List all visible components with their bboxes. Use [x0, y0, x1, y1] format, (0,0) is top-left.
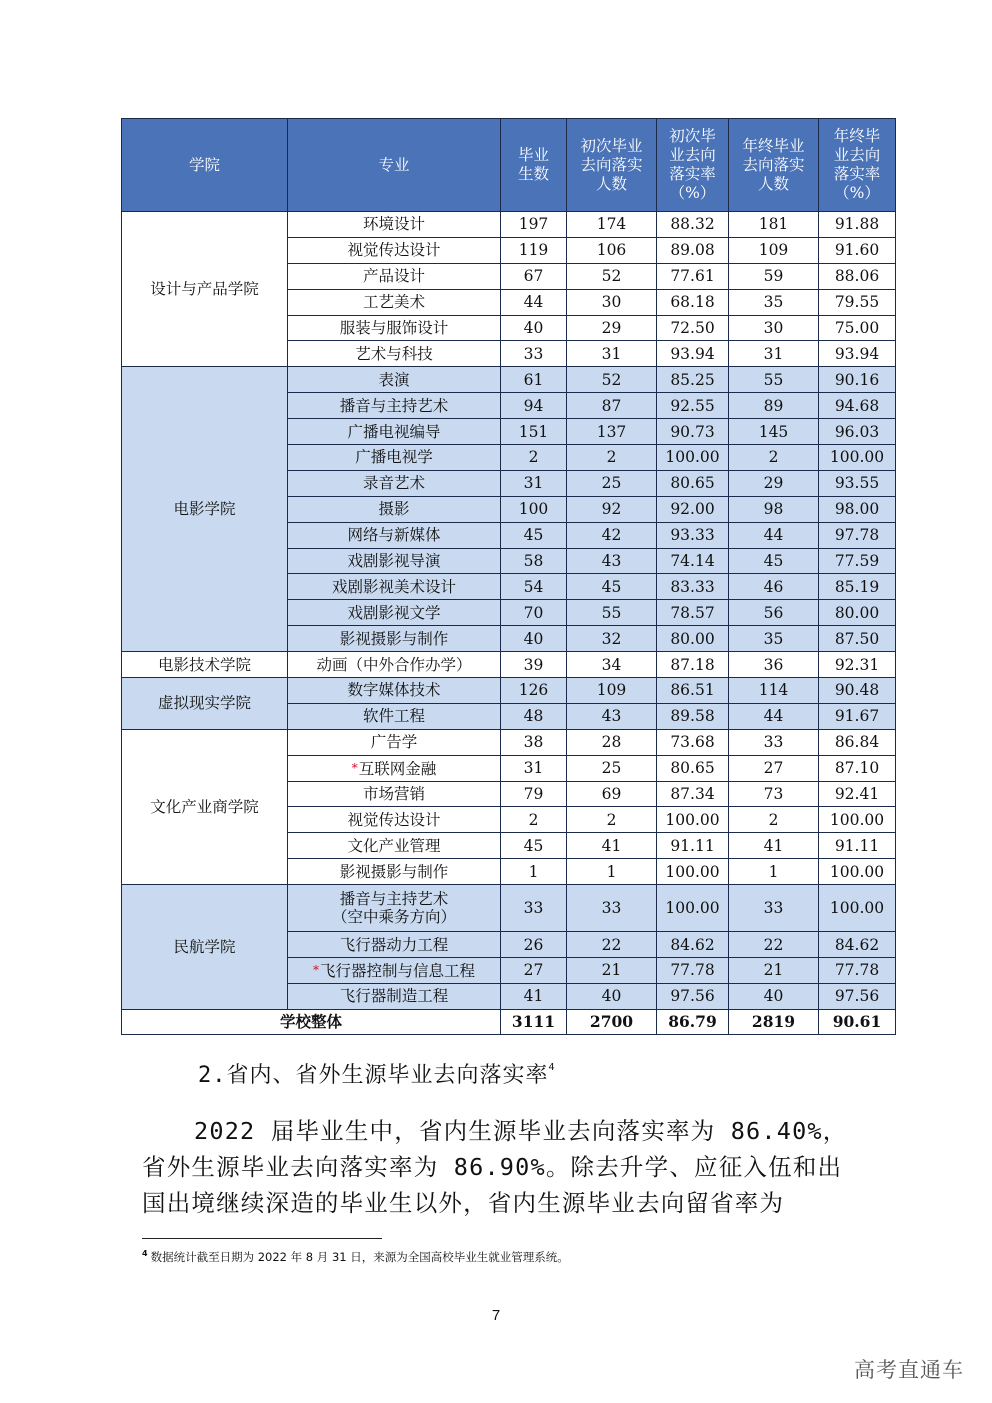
final-rate-cell: 75.00	[819, 315, 896, 341]
major-text: 网络与新媒体	[347, 526, 441, 545]
watermark: 高考直通车	[854, 1358, 964, 1382]
major-cell	[288, 932, 501, 958]
major-cell	[288, 548, 501, 574]
table-row	[122, 212, 896, 238]
final-count-cell: 21	[729, 958, 819, 984]
initial-rate-cell: 78.57	[657, 600, 729, 626]
table-body	[122, 212, 896, 1035]
major-cell	[288, 367, 501, 393]
final-rate-cell: 100.00	[819, 859, 896, 885]
major-text: 播音与主持艺术	[339, 396, 449, 415]
initial-rate-cell: 100.00	[657, 807, 729, 833]
final-count-cell: 45	[729, 548, 819, 574]
final-rate-cell: 87.10	[819, 755, 896, 781]
college-cell: 民航学院	[122, 885, 288, 1010]
graduates-cell: 100	[501, 496, 567, 522]
initial-count-cell: 2	[567, 445, 657, 471]
graduates-cell: 2	[501, 807, 567, 833]
graduates-cell: 44	[501, 289, 567, 315]
major-cell	[288, 958, 501, 984]
college-cell: 设计与产品学院	[122, 212, 288, 367]
final-count-cell: 89	[729, 393, 819, 419]
final-rate-cell: 79.55	[819, 289, 896, 315]
initial-count-cell: 69	[567, 781, 657, 807]
section-heading-text: 2.省内、省外生源毕业去向落实率	[198, 1063, 549, 1088]
major-cell	[288, 445, 501, 471]
final-rate-cell: 97.78	[819, 522, 896, 548]
initial-count-cell: 25	[567, 755, 657, 781]
initial-count-cell: 52	[567, 367, 657, 393]
header-graduates: 毕业 生数	[501, 119, 567, 212]
final-rate-cell: 90.48	[819, 678, 896, 704]
graduates-cell: 45	[501, 522, 567, 548]
total-final-rate-cell: 90.61	[819, 1009, 896, 1034]
initial-count-cell: 43	[567, 703, 657, 729]
initial-count-cell: 55	[567, 600, 657, 626]
final-count-cell: 114	[729, 678, 819, 704]
table-row	[122, 885, 896, 932]
final-rate-cell: 85.19	[819, 574, 896, 600]
final-count-cell: 46	[729, 574, 819, 600]
final-count-cell: 27	[729, 755, 819, 781]
major-cell	[288, 522, 501, 548]
total-initial-count-cell: 2700	[567, 1009, 657, 1034]
final-count-cell: 33	[729, 885, 819, 932]
final-rate-cell: 77.59	[819, 548, 896, 574]
major-cell	[288, 212, 501, 238]
major-cell	[288, 393, 501, 419]
college-cell: 虚拟现实学院	[122, 678, 288, 730]
final-rate-cell: 92.41	[819, 781, 896, 807]
initial-count-cell: 43	[567, 548, 657, 574]
initial-count-cell: 30	[567, 289, 657, 315]
graduates-cell: 31	[501, 470, 567, 496]
total-label: 学校整体	[122, 1009, 501, 1034]
initial-count-cell: 29	[567, 315, 657, 341]
final-rate-cell: 97.56	[819, 983, 896, 1009]
final-count-cell: 109	[729, 237, 819, 263]
major-text: 飞行器动力工程	[339, 935, 449, 954]
major-cell	[288, 626, 501, 652]
initial-count-cell: 25	[567, 470, 657, 496]
initial-rate-cell: 77.78	[657, 958, 729, 984]
initial-rate-cell: 100.00	[657, 445, 729, 471]
initial-rate-cell: 91.11	[657, 833, 729, 859]
graduates-cell: 79	[501, 781, 567, 807]
college-cell: 电影技术学院	[122, 652, 288, 678]
header-initial-rate: 初次毕 业去向 落实率 （%）	[657, 119, 729, 212]
initial-count-cell: 109	[567, 678, 657, 704]
graduates-cell: 40	[501, 315, 567, 341]
paragraph-line: 国出境继续深造的毕业生以外，省内生源毕业去向留省率为	[142, 1189, 785, 1217]
graduates-cell: 54	[501, 574, 567, 600]
final-rate-cell: 92.31	[819, 652, 896, 678]
initial-count-cell: 40	[567, 983, 657, 1009]
major-cell	[288, 703, 501, 729]
final-count-cell: 35	[729, 289, 819, 315]
final-count-cell: 40	[729, 983, 819, 1009]
major-cell	[288, 289, 501, 315]
major-text: 视觉传达设计	[347, 241, 441, 260]
final-count-cell: 30	[729, 315, 819, 341]
major-text: 影视摄影与制作	[339, 629, 449, 648]
final-count-cell: 29	[729, 470, 819, 496]
final-count-cell: 56	[729, 600, 819, 626]
college-cell: 文化产业商学院	[122, 729, 288, 884]
final-count-cell: 2	[729, 807, 819, 833]
body-paragraph	[142, 1113, 882, 1221]
major-text: 动画（中外合作办学）	[316, 655, 472, 674]
final-rate-cell: 80.00	[819, 600, 896, 626]
table-header-row	[122, 119, 896, 212]
major-cell	[288, 983, 501, 1009]
graduates-cell: 151	[501, 419, 567, 445]
footnote-number: 4	[142, 1249, 148, 1258]
initial-count-cell: 34	[567, 652, 657, 678]
graduates-cell: 31	[501, 755, 567, 781]
paragraph-line: 2022 届毕业生中，省内生源毕业去向落实率为 86.40%，	[194, 1117, 848, 1145]
final-count-cell: 31	[729, 341, 819, 367]
final-rate-cell: 91.60	[819, 237, 896, 263]
major-text: 市场营销	[362, 785, 425, 804]
section-heading-footnote-ref: 4	[548, 1062, 556, 1073]
final-rate-cell: 100.00	[819, 445, 896, 471]
initial-rate-cell: 83.33	[657, 574, 729, 600]
final-rate-cell: 84.62	[819, 932, 896, 958]
initial-rate-cell: 93.94	[657, 341, 729, 367]
final-rate-cell: 87.50	[819, 626, 896, 652]
table-row	[122, 729, 896, 755]
major-cell	[288, 859, 501, 885]
major-text: 录音艺术	[362, 474, 425, 493]
initial-rate-cell: 87.34	[657, 781, 729, 807]
graduates-cell: 40	[501, 626, 567, 652]
initial-count-cell: 92	[567, 496, 657, 522]
header-initial-count: 初次毕业 去向落实 人数	[567, 119, 657, 212]
initial-count-cell: 41	[567, 833, 657, 859]
table-row	[122, 678, 896, 704]
final-count-cell: 2	[729, 445, 819, 471]
major-text: 数字媒体技术	[347, 681, 441, 700]
final-count-cell: 98	[729, 496, 819, 522]
initial-rate-cell: 80.00	[657, 626, 729, 652]
initial-rate-cell: 100.00	[657, 885, 729, 932]
graduates-cell: 38	[501, 729, 567, 755]
initial-rate-cell: 97.56	[657, 983, 729, 1009]
footnote	[142, 1249, 569, 1265]
major-text: 文化产业管理	[347, 836, 441, 855]
major-cell	[288, 678, 501, 704]
final-count-cell: 36	[729, 652, 819, 678]
graduates-cell: 70	[501, 600, 567, 626]
graduates-cell: 48	[501, 703, 567, 729]
major-cell	[288, 652, 501, 678]
initial-rate-cell: 100.00	[657, 859, 729, 885]
final-rate-cell: 96.03	[819, 419, 896, 445]
major-text: 飞行器控制与信息工程	[319, 961, 475, 980]
final-count-cell: 41	[729, 833, 819, 859]
major-text: 服装与服饰设计	[339, 319, 449, 337]
major-text: 工艺美术	[362, 293, 425, 312]
final-count-cell: 181	[729, 212, 819, 238]
major-text: 表演	[378, 370, 410, 389]
major-text: 摄影	[378, 500, 410, 519]
footnote-text: 数据统计截至日期为 2022 年 8 月 31 日，来源为全国高校毕业生就业管理系统。	[150, 1250, 569, 1264]
section-heading	[198, 1058, 556, 1089]
major-cell	[288, 315, 501, 341]
major-cell	[288, 807, 501, 833]
major-cell	[288, 781, 501, 807]
table-row	[122, 367, 896, 393]
initial-rate-cell: 68.18	[657, 289, 729, 315]
final-count-cell: 33	[729, 729, 819, 755]
initial-rate-cell: 85.25	[657, 367, 729, 393]
final-count-cell: 22	[729, 932, 819, 958]
major-text: 视觉传达设计	[347, 810, 441, 829]
major-cell	[288, 755, 501, 781]
final-count-cell: 35	[729, 626, 819, 652]
graduates-cell: 33	[501, 885, 567, 932]
major-text: 艺术与科技	[355, 344, 433, 363]
graduates-cell: 67	[501, 263, 567, 289]
employment-rate-table	[121, 118, 896, 1035]
final-rate-cell: 100.00	[819, 885, 896, 932]
major-text: 戏剧影视文学	[347, 603, 441, 622]
final-rate-cell: 91.67	[819, 703, 896, 729]
initial-rate-cell: 89.08	[657, 237, 729, 263]
initial-count-cell: 106	[567, 237, 657, 263]
initial-rate-cell: 88.32	[657, 212, 729, 238]
major-text: 互联网金融	[358, 759, 437, 778]
final-rate-cell: 91.88	[819, 212, 896, 238]
total-initial-rate-cell: 86.79	[657, 1009, 729, 1034]
graduates-cell: 2	[501, 445, 567, 471]
graduates-cell: 197	[501, 212, 567, 238]
graduates-cell: 41	[501, 983, 567, 1009]
major-text: 环境设计	[362, 215, 425, 234]
total-row	[122, 1009, 896, 1034]
employment-table	[121, 118, 895, 1035]
major-cell	[288, 470, 501, 496]
graduates-cell: 94	[501, 393, 567, 419]
initial-count-cell: 42	[567, 522, 657, 548]
initial-rate-cell: 92.55	[657, 393, 729, 419]
major-cell	[288, 237, 501, 263]
major-text: 影视摄影与制作	[339, 862, 449, 881]
header-final-count: 年终毕业 去向落实 人数	[729, 119, 819, 212]
final-rate-cell: 94.68	[819, 393, 896, 419]
major-text: 软件工程	[362, 707, 425, 726]
major-text: 广播电视学	[355, 448, 433, 467]
header-major: 专业	[288, 119, 501, 212]
initial-rate-cell: 89.58	[657, 703, 729, 729]
initial-count-cell: 31	[567, 341, 657, 367]
major-cell	[288, 729, 501, 755]
graduates-cell: 1	[501, 859, 567, 885]
initial-count-cell: 87	[567, 393, 657, 419]
page-number: 7	[491, 1307, 501, 1324]
initial-count-cell: 1	[567, 859, 657, 885]
major-text: 广播电视编导	[347, 422, 441, 441]
final-rate-cell: 100.00	[819, 807, 896, 833]
final-count-cell: 59	[729, 263, 819, 289]
graduates-cell: 33	[501, 341, 567, 367]
final-rate-cell: 98.00	[819, 496, 896, 522]
college-cell: 电影学院	[122, 367, 288, 652]
major-cell	[288, 263, 501, 289]
table-row	[122, 652, 896, 678]
final-rate-cell: 77.78	[819, 958, 896, 984]
initial-count-cell: 45	[567, 574, 657, 600]
initial-count-cell: 174	[567, 212, 657, 238]
final-rate-cell: 88.06	[819, 263, 896, 289]
initial-rate-cell: 92.00	[657, 496, 729, 522]
final-rate-cell: 93.94	[819, 341, 896, 367]
final-rate-cell: 91.11	[819, 833, 896, 859]
star-marker: *	[351, 760, 358, 775]
graduates-cell: 126	[501, 678, 567, 704]
final-count-cell: 44	[729, 703, 819, 729]
initial-count-cell: 52	[567, 263, 657, 289]
final-rate-cell: 90.16	[819, 367, 896, 393]
initial-count-cell: 22	[567, 932, 657, 958]
initial-count-cell: 32	[567, 626, 657, 652]
initial-count-cell: 2	[567, 807, 657, 833]
initial-rate-cell: 74.14	[657, 548, 729, 574]
initial-rate-cell: 72.50	[657, 315, 729, 341]
graduates-cell: 27	[501, 958, 567, 984]
initial-count-cell: 21	[567, 958, 657, 984]
total-graduates-cell: 3111	[501, 1009, 567, 1034]
final-rate-cell: 93.55	[819, 470, 896, 496]
final-count-cell: 145	[729, 419, 819, 445]
graduates-cell: 39	[501, 652, 567, 678]
major-text: 飞行器制造工程	[339, 987, 449, 1006]
initial-rate-cell: 80.65	[657, 470, 729, 496]
final-count-cell: 44	[729, 522, 819, 548]
star-marker: *	[312, 962, 319, 977]
major-cell	[288, 574, 501, 600]
header-college: 学院	[122, 119, 288, 212]
major-cell	[288, 341, 501, 367]
initial-rate-cell: 87.18	[657, 652, 729, 678]
major-cell	[288, 885, 501, 932]
final-count-cell: 1	[729, 859, 819, 885]
initial-rate-cell: 93.33	[657, 522, 729, 548]
initial-rate-cell: 80.65	[657, 755, 729, 781]
initial-count-cell: 33	[567, 885, 657, 932]
graduates-cell: 61	[501, 367, 567, 393]
initial-rate-cell: 77.61	[657, 263, 729, 289]
initial-count-cell: 137	[567, 419, 657, 445]
major-line: （空中乘务方向）	[331, 908, 456, 927]
graduates-cell: 26	[501, 932, 567, 958]
paragraph-line: 省外生源毕业去向落实率为 86.90%。除去升学、应征入伍和出	[142, 1153, 843, 1181]
final-count-cell: 55	[729, 367, 819, 393]
major-text: 戏剧影视导演	[347, 552, 441, 571]
graduates-cell: 119	[501, 237, 567, 263]
initial-rate-cell: 73.68	[657, 729, 729, 755]
final-rate-cell: 86.84	[819, 729, 896, 755]
graduates-cell: 45	[501, 833, 567, 859]
initial-count-cell: 28	[567, 729, 657, 755]
initial-rate-cell: 84.62	[657, 932, 729, 958]
major-cell	[288, 833, 501, 859]
final-count-cell: 73	[729, 781, 819, 807]
major-text: 产品设计	[362, 267, 425, 286]
major-line: 播音与主持艺术	[339, 890, 449, 909]
major-cell	[288, 419, 501, 445]
major-cell	[288, 600, 501, 626]
major-text: 戏剧影视美术设计	[331, 577, 456, 596]
initial-rate-cell: 86.51	[657, 678, 729, 704]
major-text: 广告学	[370, 733, 418, 752]
header-final-rate: 年终毕 业去向 落实率 （%）	[819, 119, 896, 212]
initial-rate-cell: 90.73	[657, 419, 729, 445]
total-final-count-cell: 2819	[729, 1009, 819, 1034]
graduates-cell: 58	[501, 548, 567, 574]
major-cell	[288, 496, 501, 522]
footnote-divider	[142, 1238, 382, 1239]
